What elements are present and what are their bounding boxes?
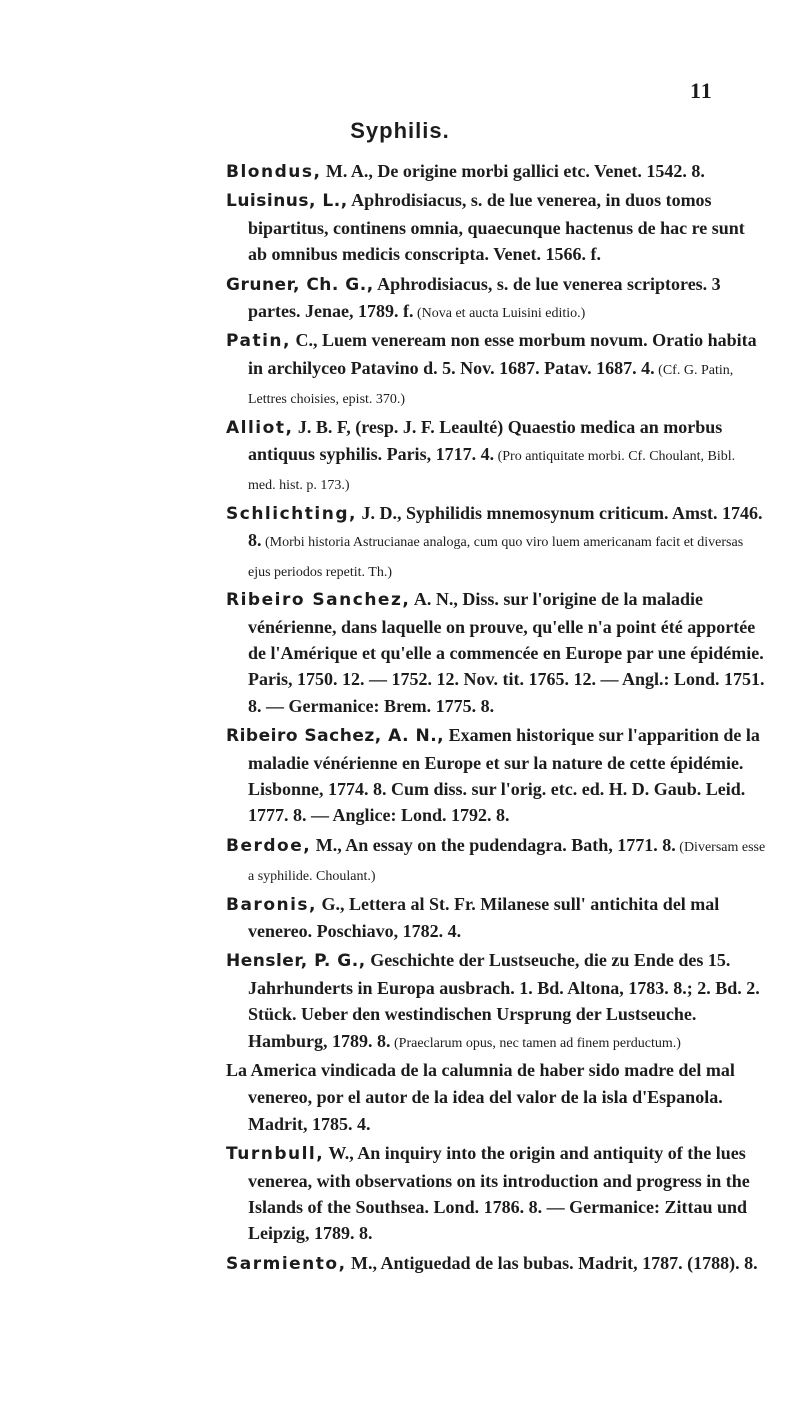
entry-author: Ribeiro Sachez, A. N., <box>226 726 445 747</box>
bibliography-entry <box>226 891 766 948</box>
entry-text: Geschichte der Lustseuche, die zu Ende des 15. Jahrhunderts in Europa ausbrach. 1. Bd. Altona, 1783. 8.; 2. Bd. 2. Stück. Ueber den westindischen Ursprung der Lustseuche. Hamburg, 1789. 8. <box>248 950 760 1051</box>
bibliography-entry <box>226 500 766 586</box>
bibliography-entry <box>226 414 766 500</box>
entry-note: (Pro antiquitate morbi. Cf. Choulant, Bibl. med. hist. p. 173.) <box>248 449 736 494</box>
entry-note: (Morbi historia Astrucianae analoga, cum quo viro luem americanam facit et diversas ejus periodos repetit. Th.) <box>248 535 744 580</box>
entry-author: Sarmiento, <box>226 1253 347 1274</box>
bibliography-entry <box>226 947 766 1057</box>
entry-author: Alliot, <box>226 417 294 438</box>
entry-text: M., An essay on the pudendagra. Bath, 1771. 8. <box>311 834 676 855</box>
entry-text: J. D., Syphilidis mnemosynum criticum. Amst. 1746. 8. <box>248 502 763 551</box>
bibliography-entry <box>226 1140 766 1250</box>
bibliography-entry <box>226 327 766 413</box>
section-heading: Syphilis. <box>350 118 450 143</box>
bibliography-entry <box>226 1057 766 1140</box>
entry-author: Blondus, <box>226 162 322 182</box>
entry-text: M. A., De origine morbi gallici etc. Venet. 1542. 8. <box>321 161 705 181</box>
bibliography-entry <box>226 271 766 328</box>
entry-author: Gruner, Ch. G., <box>226 274 374 295</box>
entry-text: C., Luem veneream non esse morbum novum. Oratio habita in archilyceo Patavino d. 5. Nov. 1687. Patav. 1687. 4. <box>248 330 757 378</box>
bibliography-list <box>226 158 766 1279</box>
bibliography-entry <box>226 832 766 891</box>
page-number: 11 <box>690 78 713 103</box>
entry-note: (Praeclarum opus, nec tamen ad finem perductum.) <box>390 1035 681 1051</box>
entry-author: Hensler, P. G., <box>226 951 366 972</box>
entry-text: W., An inquiry into the origin and antiquity of the lues venerea, with observations on its introduction and progress in the Islands of the Southsea. Lond. 1786. 8. — Germanice: Zittau und Leipzig, 1789. 8. <box>248 1143 750 1244</box>
bibliography-entry <box>226 722 766 832</box>
bibliography-entry <box>226 158 766 187</box>
entry-text: Aphrodisiacus, s. de lue venerea, in duos tomos bipartitus, continens omnia, quaecunque hactenus de hac re sunt ab omnibus medicis conscripta. Venet. 1566. f. <box>248 190 745 265</box>
bibliography-entry <box>226 1250 766 1279</box>
entry-note: (Diversam esse a syphilide. Choulant.) <box>248 839 766 885</box>
bibliography-entry <box>226 187 766 270</box>
entry-text: A. N., Diss. sur l'origine de la maladie vénérienne, dans laquelle on prouve, qu'elle n'a point été apportée de l'Amérique et qu'elle a commencée en Europe par une épidémie. Paris, 1750. 12. — 1752. 12. Nov. tit. 1765. 12. — Angl.: Lond. 1751. 8. — Germanice: Brem. 1775. 8. <box>248 589 765 716</box>
entry-text: G., Lettera al St. Fr. Milanese sull' antichita del mal venereo. Poschiavo, 1782. 4. <box>248 893 720 941</box>
entry-author: Baronis, <box>226 894 317 915</box>
bibliography-entry <box>226 586 766 722</box>
entry-text: La America vindicada de la calumnia de haber sido madre del mal venereo, por el autor de la idea del valor de la isla d'Espanola. Madrit, 1785. 4. <box>226 1060 735 1134</box>
entry-author: Patin, <box>226 331 291 352</box>
entry-author: Luisinus, L., <box>226 191 348 212</box>
entry-note: (Cf. G. Patin, Lettres choisies, epist. 370.) <box>248 362 734 408</box>
entry-author: Ribeiro Sanchez, <box>226 590 411 611</box>
entry-author: Schlichting, <box>226 503 357 524</box>
entry-author: Berdoe, <box>226 835 312 856</box>
entry-author: Turnbull, <box>226 1144 325 1165</box>
entry-text: M., Antiguedad de las bubas. Madrit, 1787. (1788). 8. <box>346 1252 758 1273</box>
entry-text: Examen historique sur l'apparition de la maladie vénérienne en Europe et sur la nature de cette épidémie. Lisbonne, 1774. 8. Cum diss. sur l'orig. etc. ed. H. D. Gaub. Leid. 1777. 8. — Anglice: Lond. 1792. 8. <box>248 725 760 826</box>
entry-text: Aphrodisiacus, s. de lue venerea scriptores. 3 partes. Jenae, 1789. f. <box>248 273 721 322</box>
entry-note: (Nova et aucta Luisini editio.) <box>413 306 586 322</box>
entry-text: J. B. F, (resp. J. F. Leaulté) Quaestio medica an morbus antiquus syphilis. Paris, 1717. 4. <box>248 416 723 465</box>
